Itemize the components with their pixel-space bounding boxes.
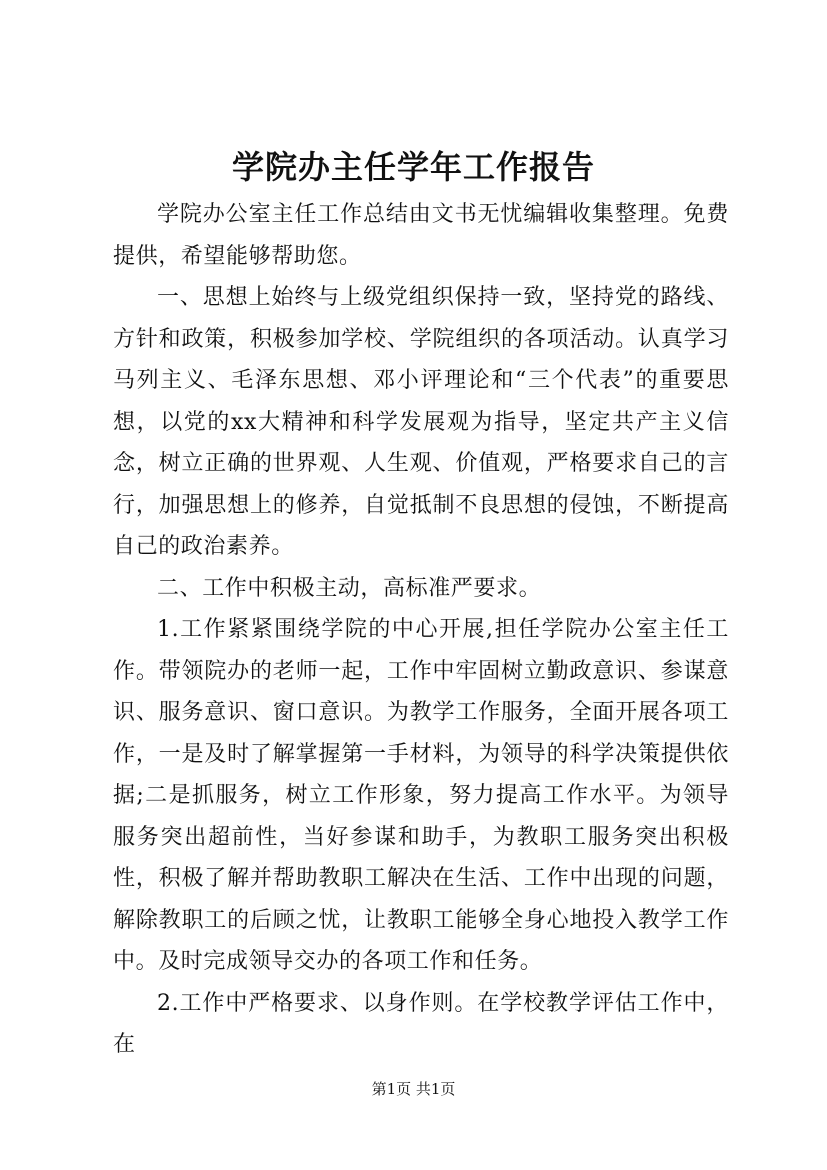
paragraph-item-one: 1.工作紧紧围绕学院的中心开展,担任学院办公室主任工作。带领院办的老师一起，工作中牢固树立勤政意识、参谋意识、服务意识、窗口意识。为教学工作服务，全面开展各项工作，一是及时了解掌握第一手材料，为领导的科学决策提供依据;二是抓服务，树立工作形象，努力提高工作水平。为领导服务突出超前性，当好参谋和助手，为教职工服务突出积极性，积极了解并帮助教职工解决在生活、工作中出现的问题，解除教职工的后顾之忧，让教职工能够全身心地投入教学工作中。及时完成领导交办的各项工作和任务。 (113, 617, 729, 974)
document-body (113, 194, 729, 1066)
page-number-footer: 第1页 共1页 (371, 1080, 456, 1098)
paragraph-section-two-heading: 二、工作中积极主动，高标准严要求。 (157, 575, 542, 601)
document-title: 学院办主任学年工作报告 (231, 148, 595, 186)
paragraph-intro: 学院办公室主任工作总结由文书无忧编辑收集整理。免费提供，希望能够帮助您。 (113, 202, 729, 269)
paragraph-item-two: 2.工作中严格要求、以身作则。在学校教学评估工作中，在 (113, 990, 729, 1057)
paragraph-section-one: 一、思想上始终与上级党组织保持一致，坚持党的路线、方针和政策，积极参加学校、学院组织的各项活动。认真学习马列主义、毛泽东思想、邓小评理论和“三个代表”的重要思想，以党的xx大精神和科学发展观为指导，坚定共产主义信念，树立正确的世界观、人生观、价值观，严格要求自己的言行，加强思想上的修养，自觉抵制不良思想的侵蚀，不断提高自己的政治素养。 (113, 285, 729, 559)
